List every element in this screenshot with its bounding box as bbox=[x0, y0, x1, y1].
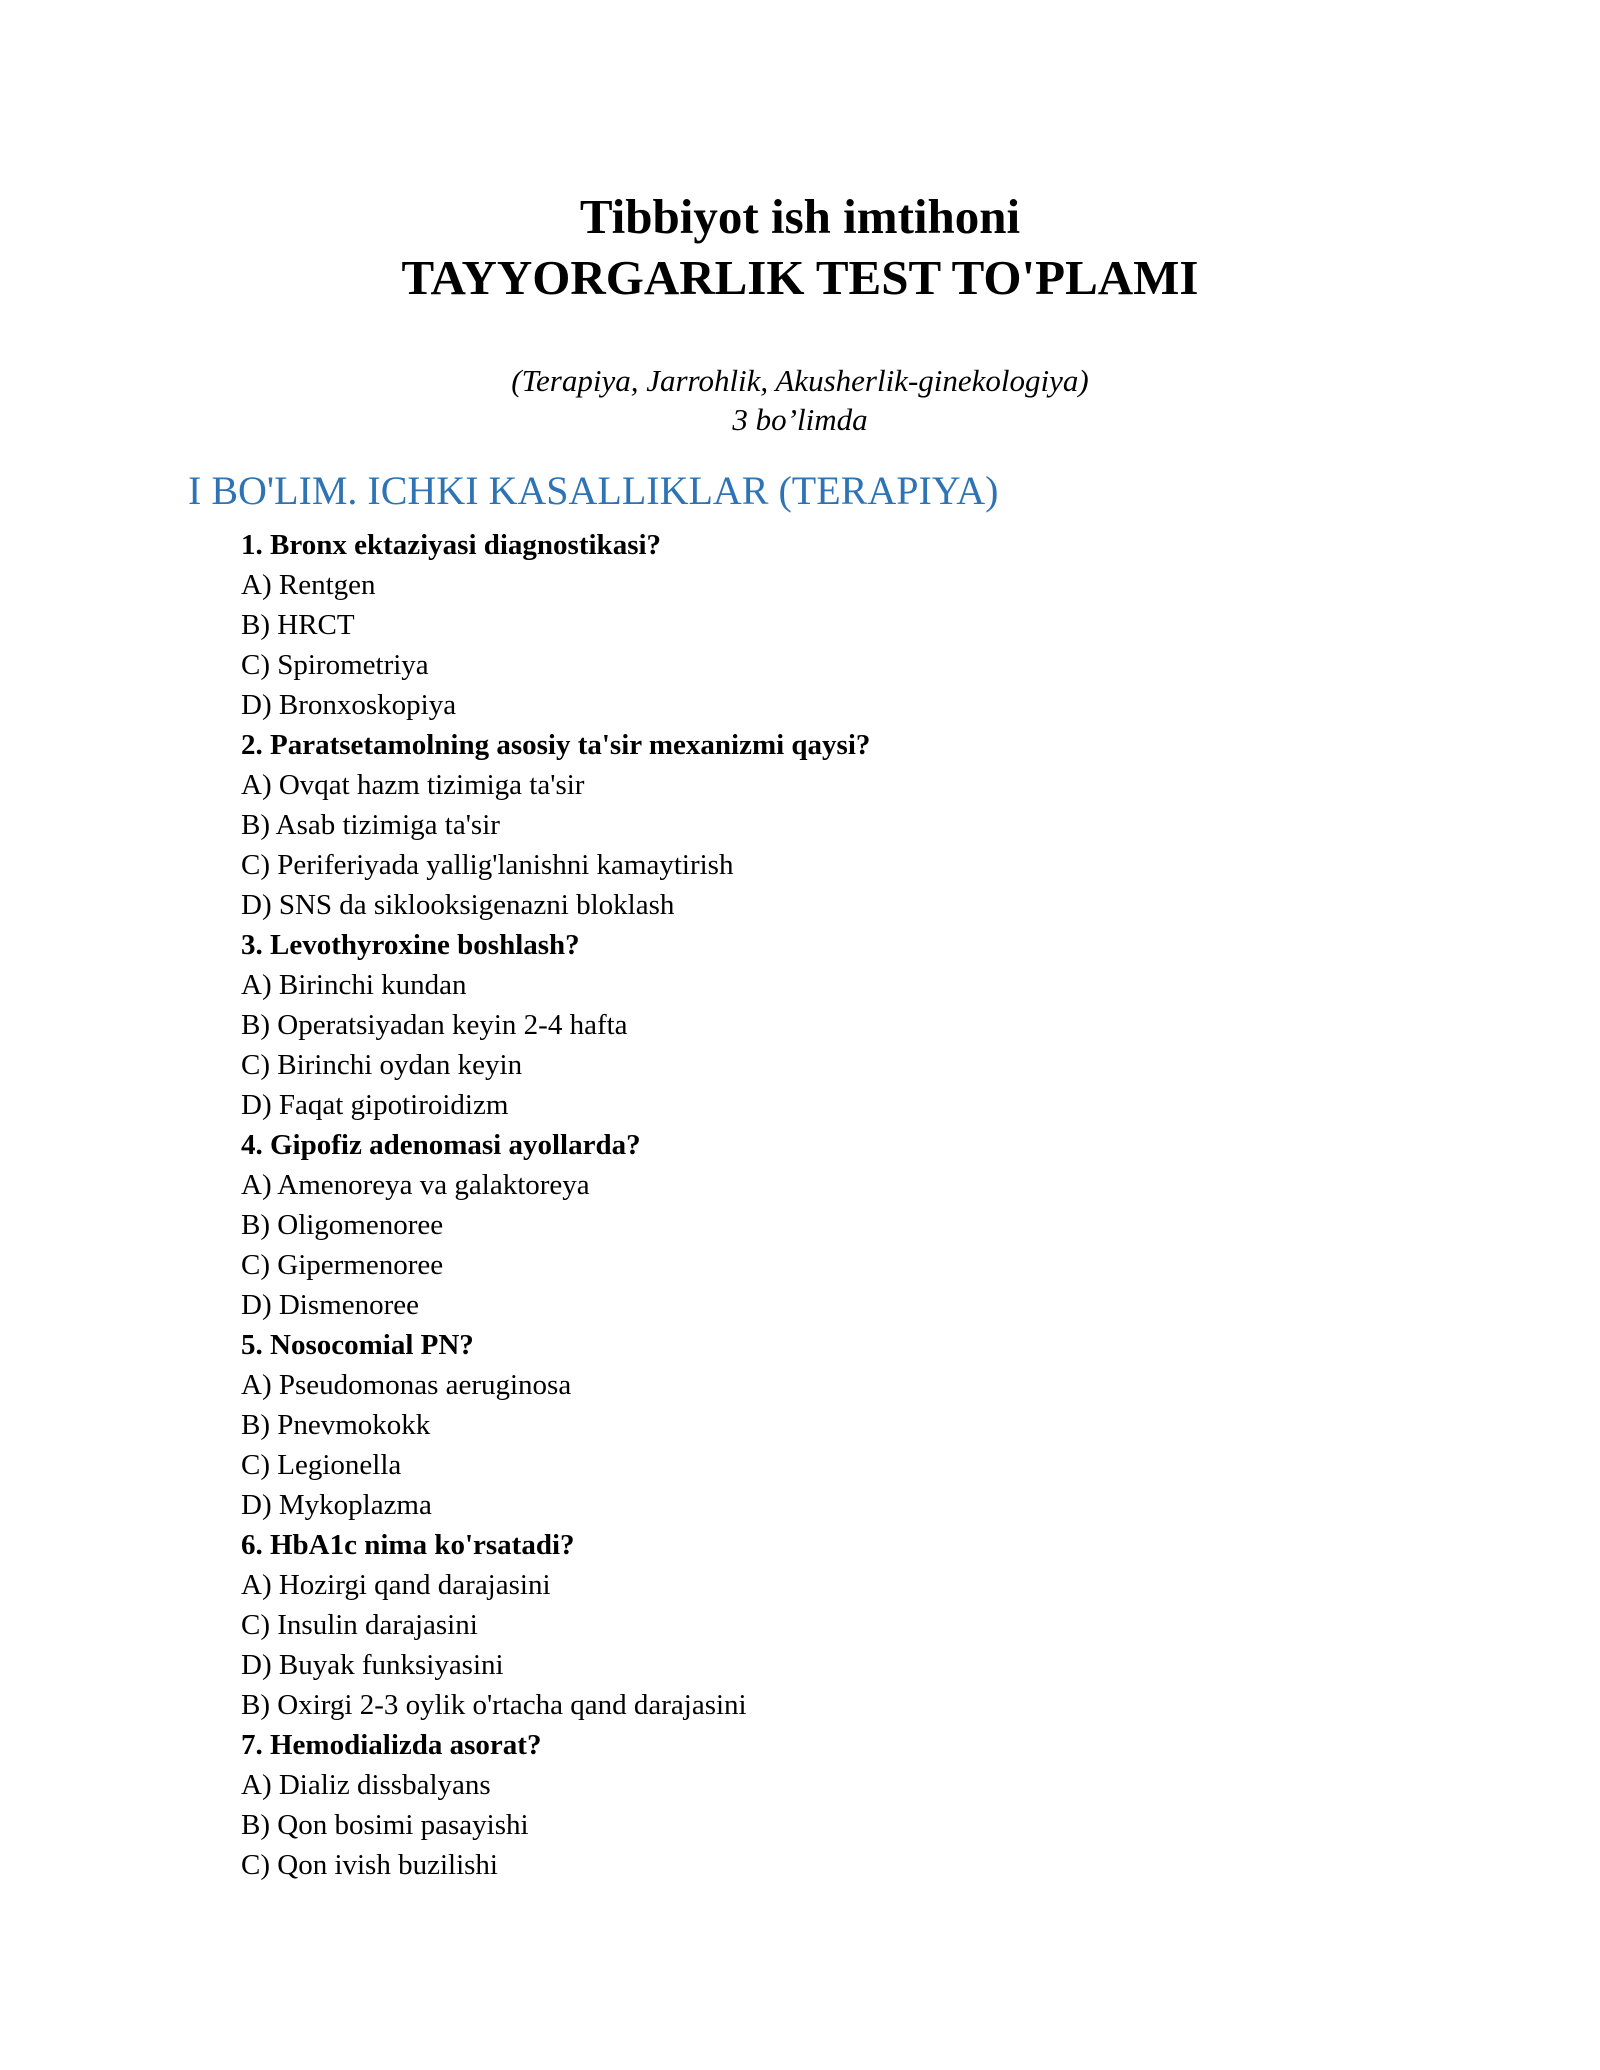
answer-option: A) Pseudomonas aeruginosa bbox=[241, 1369, 572, 1401]
question-5: 5. Nosocomial PN? bbox=[241, 1329, 474, 1361]
question-1: 1. Bronx ektaziyasi diagnostikasi? bbox=[241, 529, 662, 561]
document-subtitle: (Terapiya, Jarrohlik, Akusherlik-ginekologiya) bbox=[511, 363, 1089, 398]
answer-option: A) Dializ dissbalyans bbox=[241, 1769, 491, 1801]
answer-option: D) Mykoplazma bbox=[241, 1489, 432, 1521]
answer-option: B) Oxirgi 2-3 oylik o'rtacha qand darajasini bbox=[241, 1689, 747, 1721]
answer-option: A) Rentgen bbox=[241, 569, 376, 601]
answer-option: D) Buyak funksiyasini bbox=[241, 1649, 504, 1681]
answer-option: D) Dismenoree bbox=[241, 1289, 419, 1321]
document-title-secondary: TAYYORGARLIK TEST TO'PLAMI bbox=[401, 250, 1199, 305]
answer-option: C) Legionella bbox=[241, 1449, 402, 1481]
answer-option: C) Gipermenoree bbox=[241, 1249, 444, 1281]
answer-option: D) Bronxoskopiya bbox=[241, 689, 457, 721]
question-4: 4. Gipofiz adenomasi ayollarda? bbox=[241, 1129, 641, 1161]
answer-option: D) Faqat gipotiroidizm bbox=[241, 1089, 509, 1121]
answer-option: C) Periferiyada yallig'lanishni kamaytirish bbox=[241, 849, 734, 881]
answer-option: B) Operatsiyadan keyin 2-4 hafta bbox=[241, 1009, 628, 1041]
answer-option: C) Spirometriya bbox=[241, 649, 429, 681]
question-list bbox=[241, 525, 1441, 1885]
answer-option: B) Qon bosimi pasayishi bbox=[241, 1809, 529, 1841]
answer-option: A) Amenoreya va galaktoreya bbox=[241, 1169, 590, 1201]
question-6: 6. HbA1c nima ko'rsatadi? bbox=[241, 1529, 575, 1561]
answer-option: B) Pnevmokokk bbox=[241, 1409, 431, 1441]
answer-option: A) Ovqat hazm tizimiga ta'sir bbox=[241, 769, 585, 801]
question-2: 2. Paratsetamolning asosiy ta'sir mexanizmi qaysi? bbox=[241, 729, 871, 761]
question-3: 3. Levothyroxine boshlash? bbox=[241, 929, 580, 961]
answer-option: C) Insulin darajasini bbox=[241, 1609, 478, 1641]
answer-option: C) Birinchi oydan keyin bbox=[241, 1049, 523, 1081]
answer-option: B) HRCT bbox=[241, 609, 355, 641]
question-7: 7. Hemodializda asorat? bbox=[241, 1729, 542, 1761]
document-subtitle-parts: 3 bo’limda bbox=[732, 402, 868, 437]
answer-option: A) Birinchi kundan bbox=[241, 969, 467, 1001]
document-title: Tibbiyot ish imtihoni bbox=[579, 189, 1021, 244]
section-heading: I BO'LIM. ICHKI KASALLIKLAR (TERAPIYA) bbox=[188, 468, 999, 513]
answer-option: C) Qon ivish buzilishi bbox=[241, 1849, 498, 1881]
answer-option: B) Oligomenoree bbox=[241, 1209, 444, 1241]
answer-option: D) SNS da siklooksigenazni bloklash bbox=[241, 889, 675, 921]
answer-option: B) Asab tizimiga ta'sir bbox=[241, 809, 500, 841]
answer-option: A) Hozirgi qand darajasini bbox=[241, 1569, 551, 1601]
